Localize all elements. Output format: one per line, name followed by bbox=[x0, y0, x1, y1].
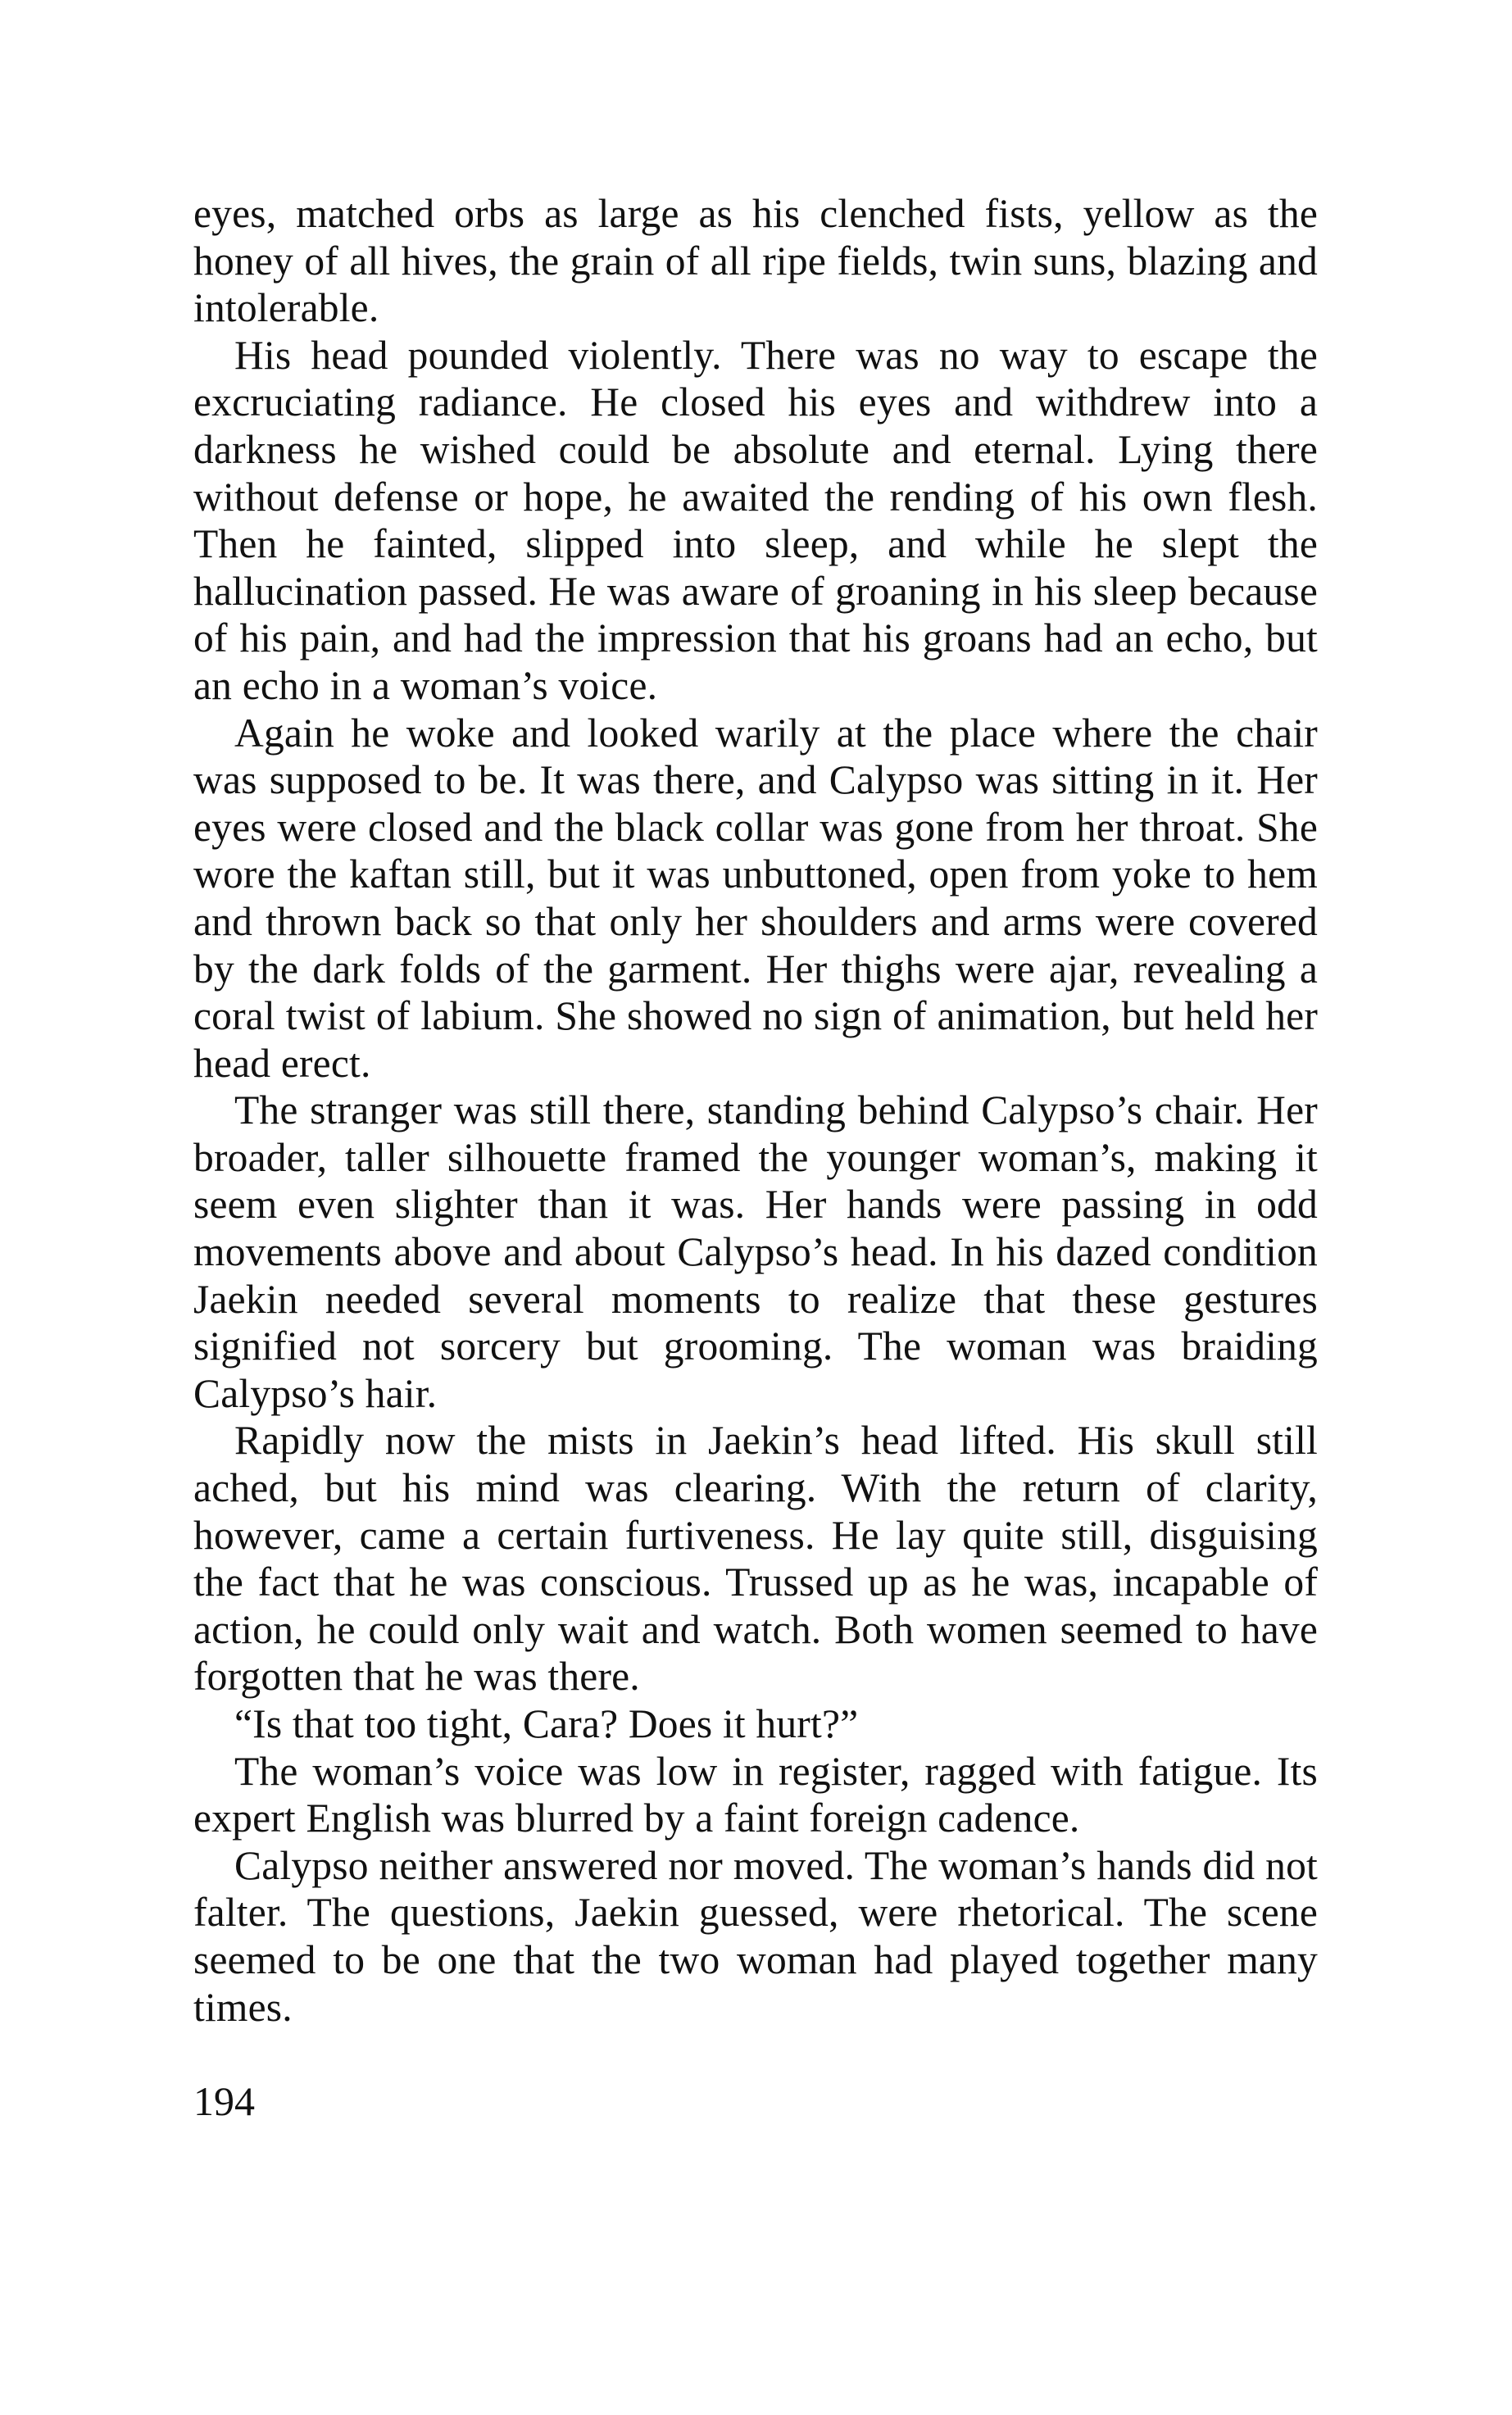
paragraph-4: The stranger was still there, standing behind Calypso’s chair. Her broader, taller silhouette framed the younger woman’s, making it seem even slighter than it was. Her hands were passing in odd movements above and about Calypso’s head. In his dazed condition Jaekin needed several moments to realize that these gestures signified not sorcery but grooming. The woman was braiding Calypso’s hair. bbox=[193, 1087, 1318, 1416]
paragraph-5: Rapidly now the mists in Jaekin’s head lifted. His skull still ached, but his mind was clearing. With the return of clarity, however, came a certain furtiveness. He lay quite still, disguising the fact that he was conscious. Trussed up as he was, incapable of action, he could only wait and watch. Both women seemed to have forgotten that he was there. bbox=[193, 1418, 1318, 1700]
paragraph-1: eyes, matched orbs as large as his clenched fists, yellow as the honey of all hives, the grain of all ripe fields, twin suns, blazing and intolerable. bbox=[193, 191, 1318, 331]
paragraph-7: The woman’s voice was low in register, ragged with fatigue. Its expert English was blurred by a faint foreign cadence. bbox=[193, 1748, 1318, 1841]
paragraph-2: His head pounded violently. There was no way to escape the excruciating radiance. He closed his eyes and withdrew into a darkness he wished could be absolute and eternal. Lying there without defense or hope, he awaited the rending of his own flesh. Then he fainted, slipped into sleep, and while he slept the hallucination passed. He was aware of groaning in his sleep because of his pain, and had the impression that his groans had an echo, but an echo in a woman’s voice. bbox=[193, 332, 1318, 708]
page-body bbox=[193, 190, 1318, 2031]
paragraph-8: Calypso neither answered nor moved. The woman’s hands did not falter. The questions, Jaekin guessed, were rhetorical. The scene seemed to be one that the two woman had played together many times. bbox=[193, 1842, 1318, 2030]
paragraph-6: “Is that too tight, Cara? Does it hurt?” bbox=[234, 1701, 859, 1746]
page-number: 194 bbox=[193, 2078, 255, 2124]
paragraph-3: Again he woke and looked warily at the place where the chair was supposed to be. It was there, and Calypso was sitting in it. Her eyes were closed and the black collar was gone from her throat. She wore the kaftan still, but it was unbuttoned, open from yoke to hem and thrown back so that only her shoulders and arms were covered by the dark folds of the garment. Her thighs were ajar, revealing a coral twist of labium. She showed no sign of animation, but held her head erect. bbox=[193, 710, 1318, 1086]
